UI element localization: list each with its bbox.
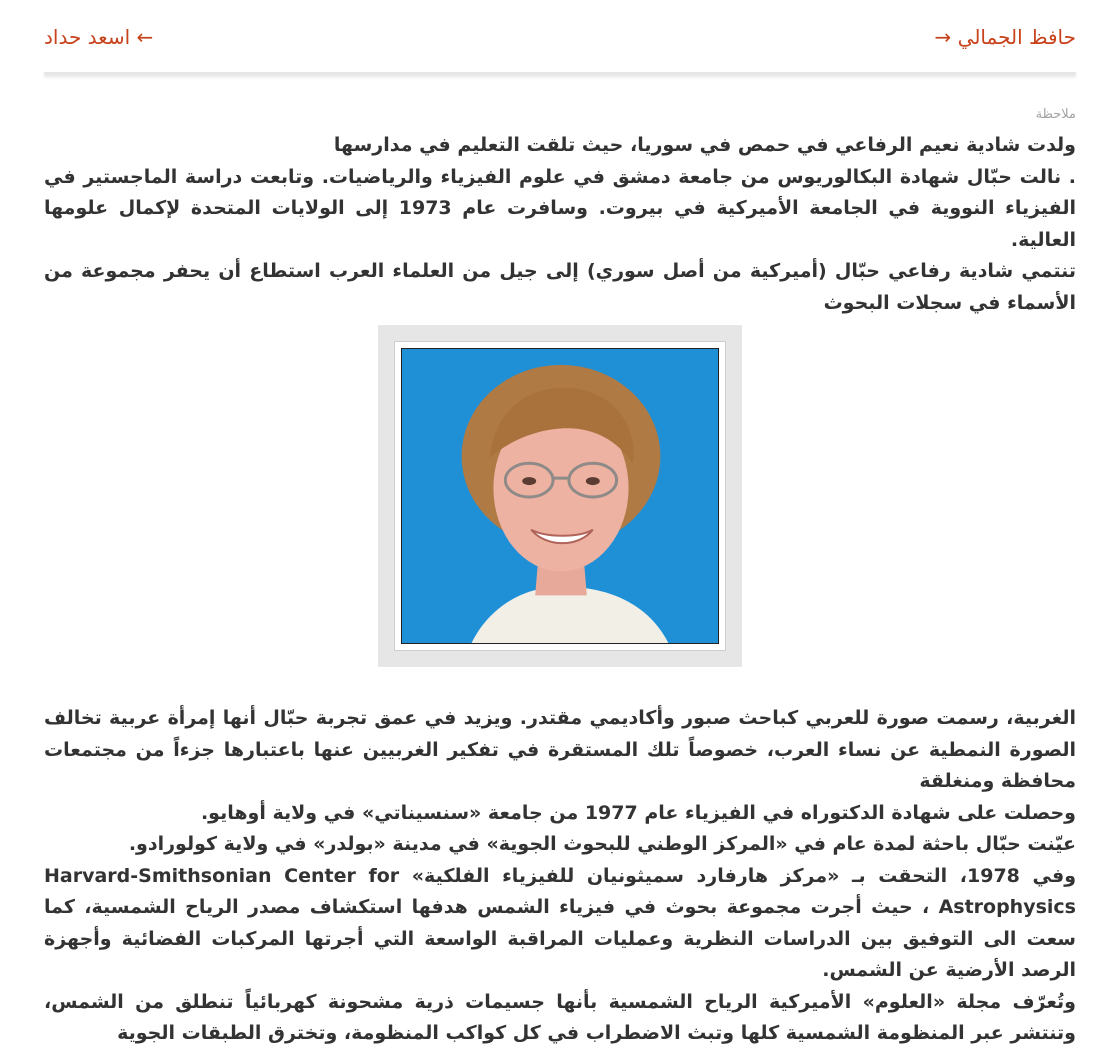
- next-post-link[interactable]: → حافظ الجمالي: [934, 25, 1076, 49]
- article-content: [44, 100, 1076, 1050]
- post-navigation: [44, 20, 1076, 56]
- portrait-photo-frame: [378, 325, 742, 667]
- photo-eye-right: [586, 477, 600, 485]
- paragraph-harvard: وفي 1978، التحقت بـ «مركز هارفارد سميثونيان للفيزياء الفلكية» Harvard-Smithsonian Center for Astrophysics ، حيث أجرت مجموعة بحوث في فيزياء الشمس هدفها استكشاف مصدر الرياح الشمسية، كما سعت الى التوفيق بين الدراسات النظرية وعمليات المراقبة الواسعة التي أجرتها المركبات الفضائية وأجهزة الرصد الأرضية عن الشمس.: [44, 864, 1077, 981]
- note-label: ملاحظة: [1035, 107, 1076, 122]
- paragraph-education: . نالت حبّال شهادة البكالوريوس من جامعة دمشق في علوم الفيزياء والرياضيات. وتابعت دراسة الماجستير في الفيزياء النووية في الجامعة الأميركية في بيروت. وسافرت عام 1973 إلى الولايات المتحدة لإكمال علومها العالية.: [44, 165, 1076, 251]
- paragraph-solar-wind: وتُعرّف مجلة «العلوم» الأميركية الرياح الشمسية بأنها جسيمات ذرية مشحونة كهربائياً تنطلق من الشمس، وتنتشر عبر المنظومة الشمسية كلها وتبث الاضطراب في كل كواكب المنظومة، وتخترق الطبقات الجوية: [44, 990, 1076, 1044]
- portrait-photo: [401, 348, 719, 644]
- paragraph-boulder: عيّنت حبّال باحثة لمدة عام في «المركز الوطني للبحوث الجوية» في مدينة «بولدر» في ولاية كولورادو.: [128, 833, 1076, 855]
- photo-eye-left: [522, 477, 536, 485]
- paragraph-birth: ولدت شادية نعيم الرفاعي في حمص في سوريا، حيث تلقت التعليم في مدارسها: [333, 134, 1076, 156]
- portrait-photo-border: [394, 341, 726, 651]
- paragraph-generation: تنتمي شادية رفاعي حبّال (أميركية من أصل سوري) إلى جيل من العلماء العرب استطاع أن يحفر مجموعة من الأسماء في سجلات البحوث: [44, 260, 1076, 314]
- divider: [44, 72, 1076, 75]
- previous-post-link[interactable]: اسعد حداد ←: [44, 25, 154, 49]
- paragraph-stereotype: الغربية، رسمت صورة للعربي كباحث صبور وأكاديمي مقتدر. ويزيد في عمق تجربة حبّال أنها إمرأة عربية تخالف الصورة النمطية عن نساء العرب، خصوصاً تلك المستقرة في تفكير الغربيين عنها باعتبارها جزءاً من مجتمعات محافظة ومنغلقة: [44, 707, 1076, 792]
- paragraph-phd: وحصلت على شهادة الدكتوراه في الفيزياء عام 1977 من جامعة «سنسيناتي» في ولاية أوهايو.: [200, 801, 1076, 824]
